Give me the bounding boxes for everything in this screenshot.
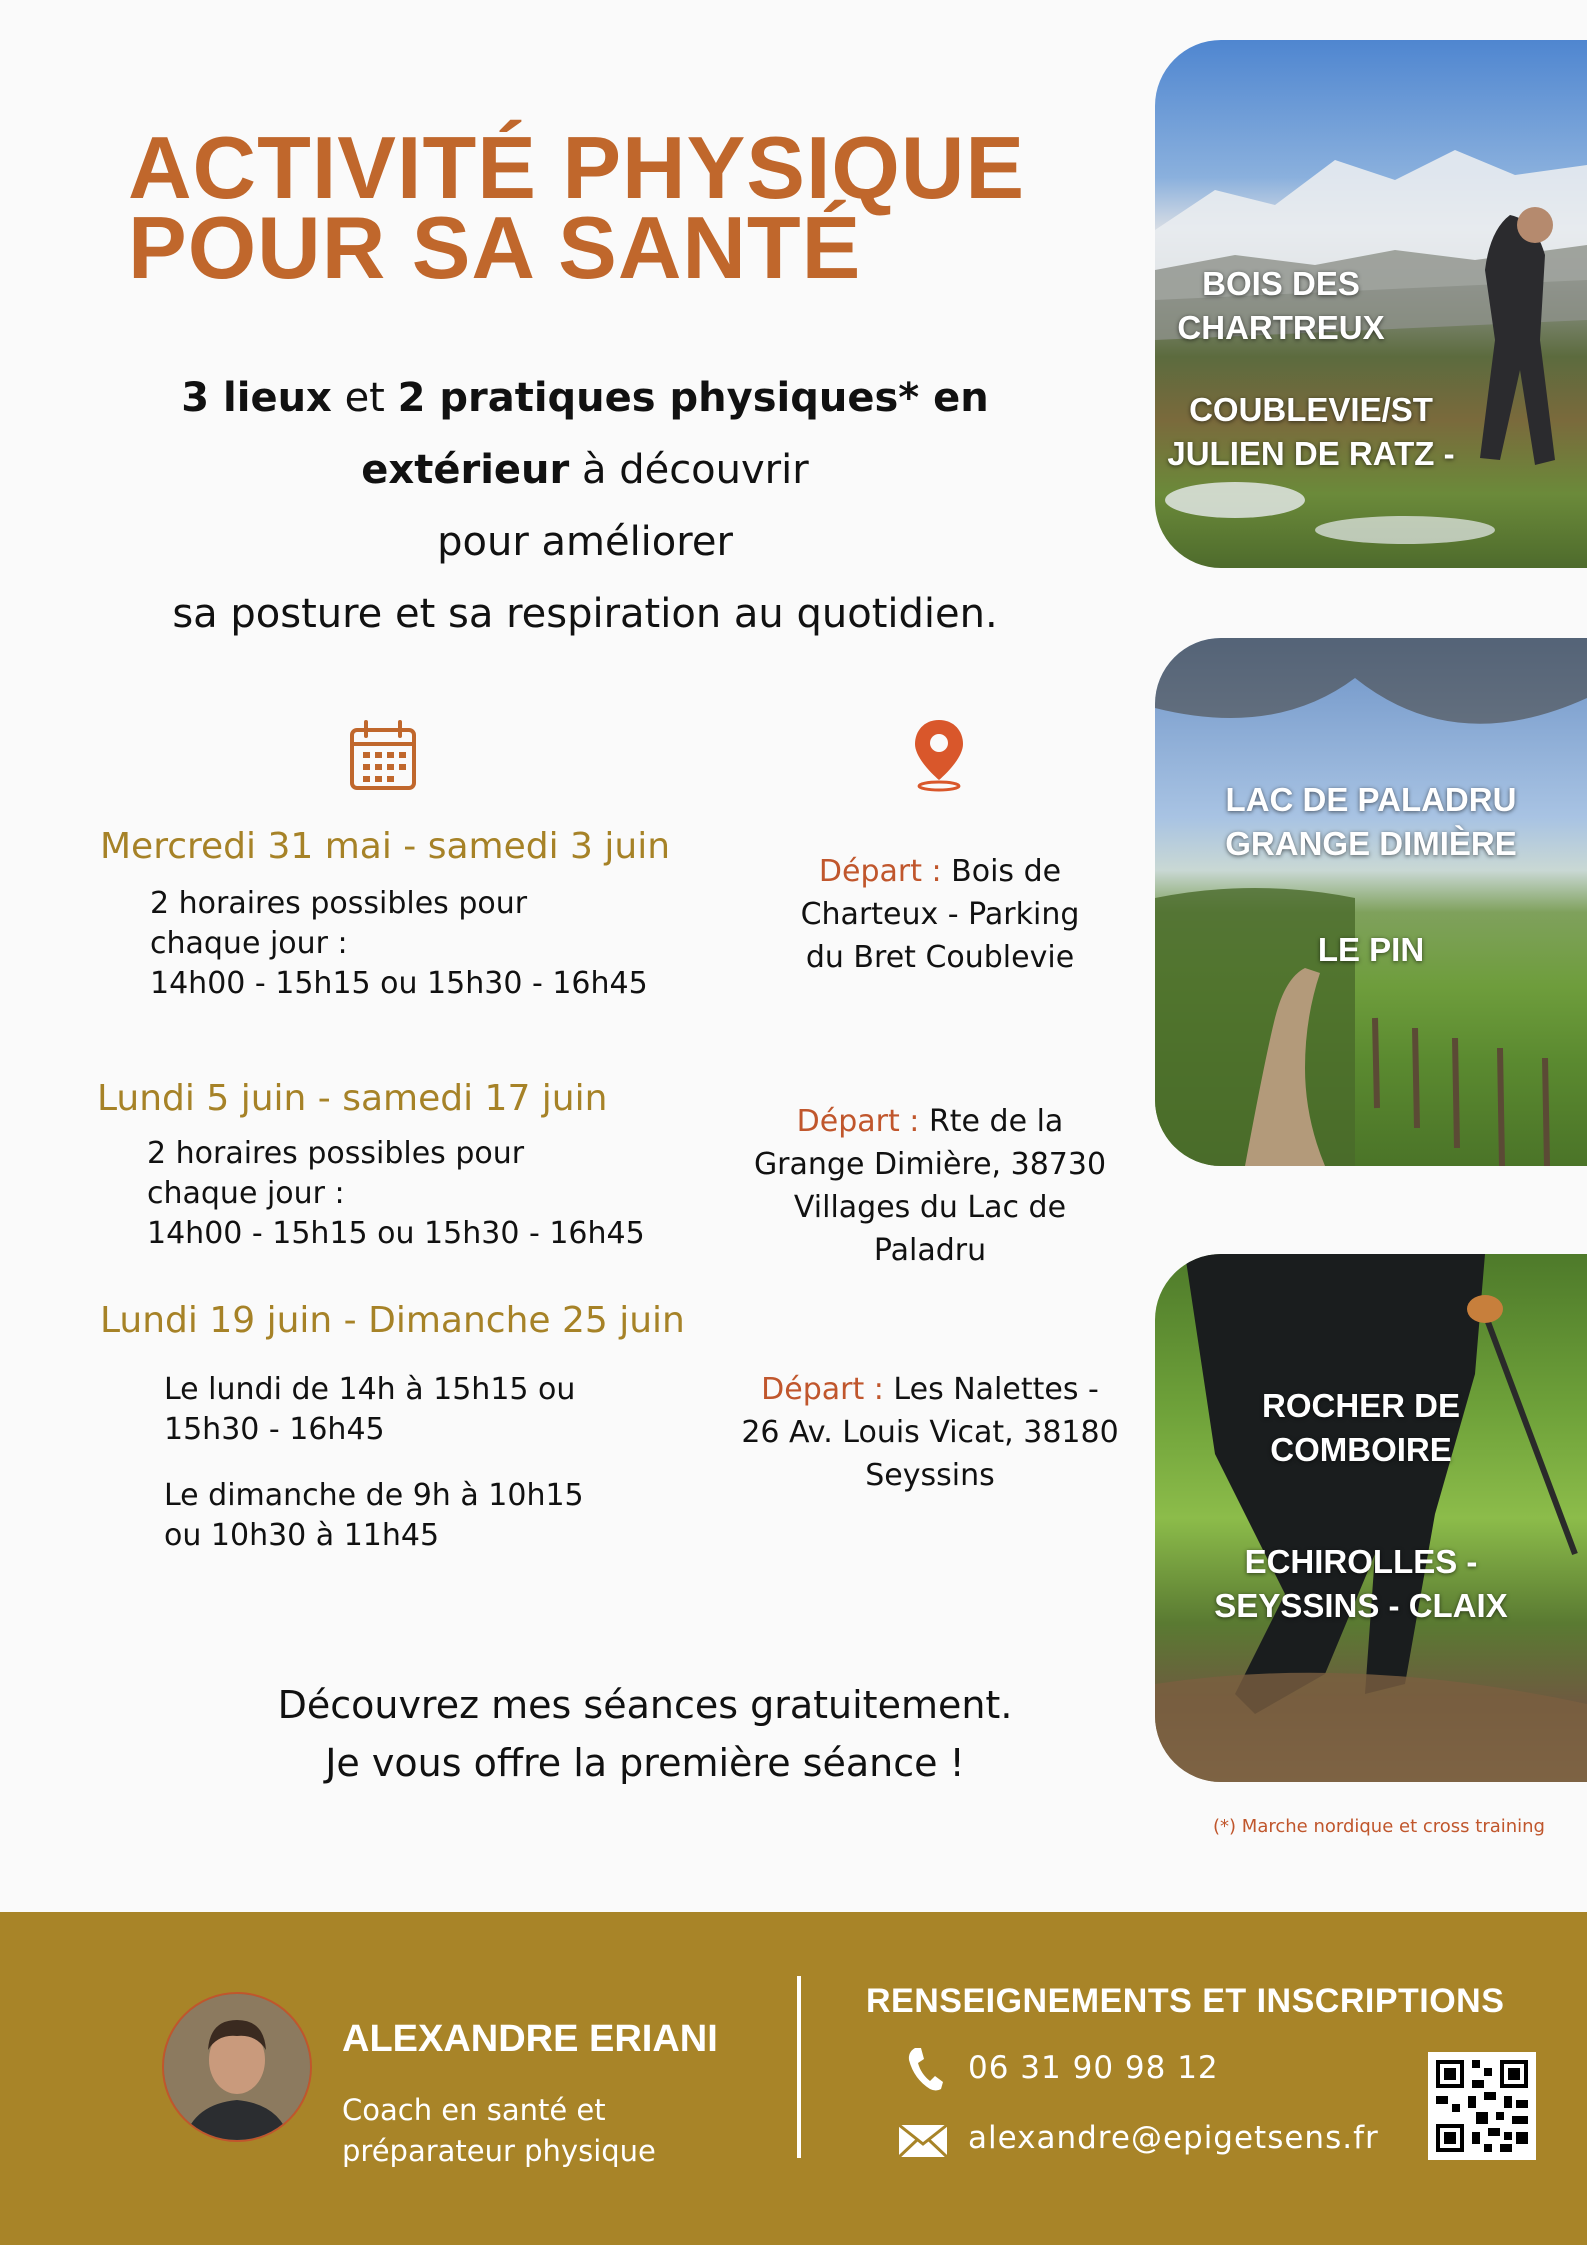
departure-label: Départ : (796, 1104, 920, 1139)
schedule-line: chaque jour : (147, 1176, 345, 1211)
photo-caption-1b: CHARTREUX (1177, 309, 1385, 346)
photo-caption-1b: GRANGE DIMIÈRE (1225, 825, 1517, 862)
schedule-line: 2 horaires possibles pour (150, 886, 528, 921)
photo-bois-des-chartreux (1155, 40, 1587, 568)
offer-line-2: Je vous offre la première séance ! (325, 1741, 965, 1785)
schedule-line: Le dimanche de 9h à 10h15 (164, 1478, 584, 1513)
page-title (128, 118, 1128, 297)
phone-number[interactable]: 06 31 90 98 12 (968, 2050, 1219, 2086)
intro-bold-lieux: 3 lieux (181, 375, 332, 421)
title-line-1: ACTIVITÉ PHYSIQUE (128, 118, 1026, 217)
email-address[interactable]: alexandre@epigetsens.fr (968, 2120, 1379, 2156)
intro-line-4: sa posture et sa respiration au quotidien. (172, 591, 998, 637)
map-pin-icon (910, 718, 968, 792)
avatar (162, 1992, 312, 2142)
footer-divider (797, 1976, 801, 2158)
intro-bold-exterieur: extérieur (361, 447, 570, 493)
contact-heading: RENSEIGNEMENTS ET INSCRIPTIONS (866, 1982, 1505, 2020)
departure-line: Les Nalettes - (883, 1372, 1099, 1407)
offer-text (180, 1676, 1110, 1792)
departure-line: Seyssins (865, 1458, 995, 1493)
photo-caption-2a: ECHIROLLES - (1244, 1543, 1478, 1580)
photo-caption-1a: ROCHER DE (1261, 1387, 1461, 1424)
departure-line: du Bret Coublevie (805, 940, 1075, 975)
offer-line-1: Découvrez mes séances gratuitement. (277, 1683, 1013, 1727)
departure-2 (750, 1100, 1110, 1272)
departure-1 (760, 850, 1120, 979)
schedule-heading-3: Lundi 19 juin - Dimanche 25 juin (100, 1300, 685, 1341)
schedule-line: 14h00 - 15h15 ou 15h30 - 16h45 (150, 966, 648, 1001)
schedule-line: chaque jour : (150, 926, 348, 961)
schedule-line: ou 10h30 à 11h45 (164, 1518, 440, 1553)
departure-line: Bois de (941, 854, 1062, 889)
schedule-block-2 (147, 1134, 645, 1254)
departure-line: Paladru (873, 1233, 987, 1268)
photo-caption-1b: COMBOIRE (1270, 1431, 1452, 1468)
intro-text (100, 362, 1070, 650)
schedule-block-1 (150, 884, 648, 1004)
photo-caption-1a: LAC DE PALADRU (1225, 781, 1517, 818)
phone-icon (906, 2046, 944, 2092)
departure-3 (735, 1368, 1125, 1497)
intro-bold-pratiques: 2 pratiques physiques* en (397, 375, 989, 421)
calendar-icon (348, 720, 418, 792)
intro-decouvrir: à découvrir (569, 447, 809, 493)
schedule-line: 15h30 - 16h45 (164, 1412, 385, 1447)
departure-line: Villages du Lac de (793, 1190, 1067, 1225)
photo-caption-2a: LE PIN (1317, 931, 1425, 968)
intro-connector: et (331, 375, 398, 421)
schedule-block-3 (164, 1370, 584, 1556)
envelope-icon (898, 2124, 948, 2158)
departure-label: Départ : (818, 854, 942, 889)
schedule-heading-1: Mercredi 31 mai - samedi 3 juin (100, 826, 671, 867)
qr-code[interactable] (1428, 2052, 1536, 2160)
schedule-heading-2: Lundi 5 juin - samedi 17 juin (97, 1078, 608, 1119)
coach-role (342, 2090, 712, 2172)
footnote: (*) Marche nordique et cross training (1213, 1816, 1545, 1837)
photo-caption-2a: COUBLEVIE/ST (1189, 391, 1433, 428)
schedule-line: 14h00 - 15h15 ou 15h30 - 16h45 (147, 1216, 645, 1251)
departure-line: Rte de la (919, 1104, 1064, 1139)
photo-rocher-de-comboire (1155, 1254, 1587, 1782)
photo-caption-2b: JULIEN DE RATZ - (1167, 435, 1455, 472)
coach-name: ALEXANDRE ERIANI (342, 2018, 718, 2060)
departure-line: Charteux - Parking (800, 897, 1080, 932)
departure-line: Grange Dimière, 38730 (753, 1147, 1107, 1182)
schedule-line: Le lundi de 14h à 15h15 ou (164, 1372, 576, 1407)
coach-role-line-1: Coach en santé et (342, 2093, 606, 2127)
photo-caption-1a: BOIS DES (1202, 265, 1360, 302)
coach-role-line-2: préparateur physique (342, 2134, 656, 2168)
intro-line-3: pour améliorer (437, 519, 733, 565)
departure-line: 26 Av. Louis Vicat, 38180 (741, 1415, 1119, 1450)
departure-label: Départ : (761, 1372, 884, 1407)
title-line-2: POUR SA SANTÉ (128, 198, 862, 297)
photo-caption-2b: SEYSSINS - CLAIX (1214, 1587, 1508, 1624)
photo-lac-de-paladru (1155, 638, 1587, 1166)
schedule-line: 2 horaires possibles pour (147, 1136, 525, 1171)
